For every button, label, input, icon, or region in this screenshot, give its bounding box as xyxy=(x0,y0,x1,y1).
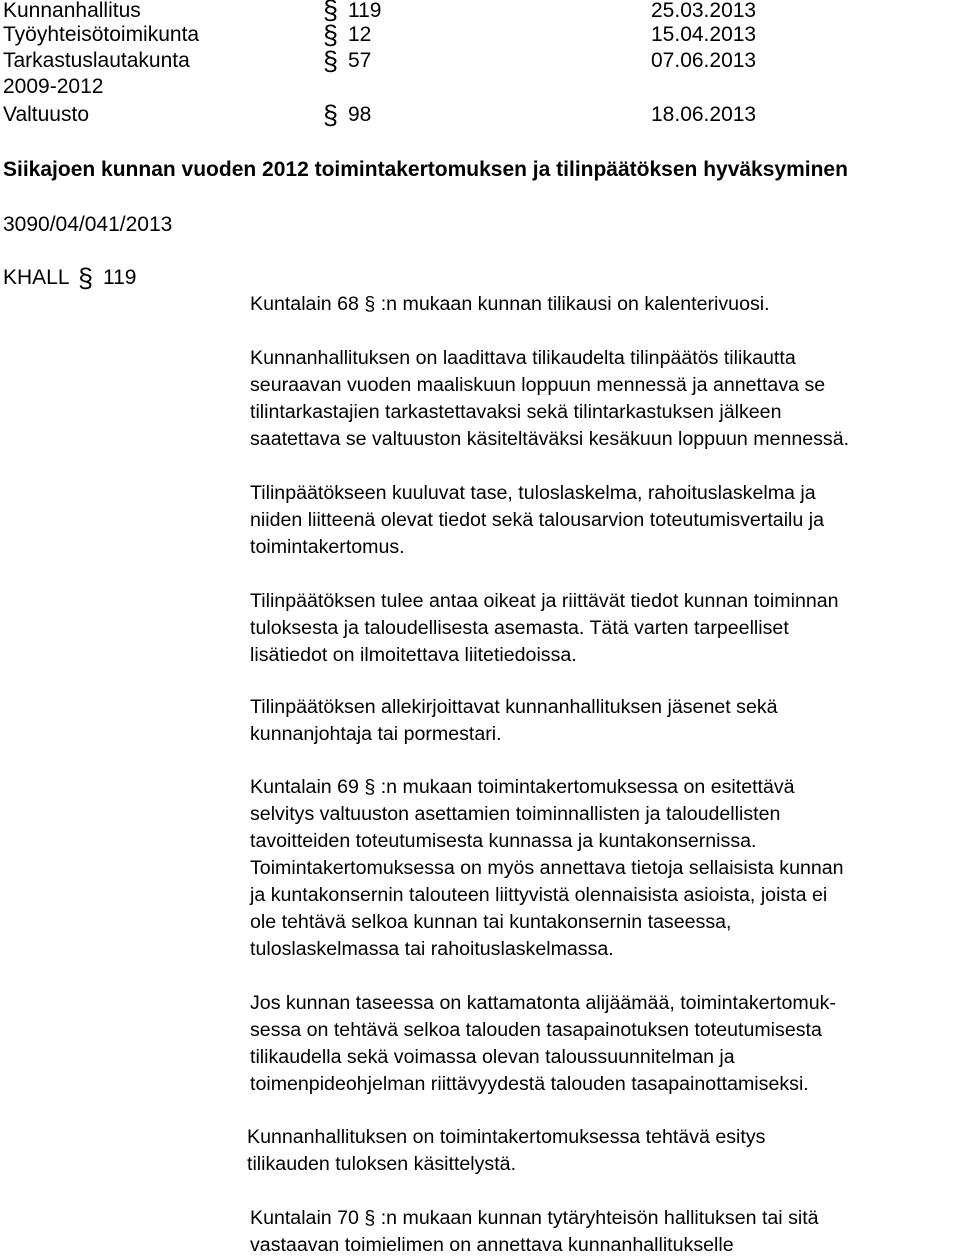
paragraph xyxy=(250,694,960,748)
meeting-date: 18.06.2013 xyxy=(651,103,757,126)
section-ref-label: KHALL xyxy=(3,266,70,289)
paragraph-line: selvitys valtuuston asettamien toiminnallisten ja taloudellisten xyxy=(250,803,781,825)
paragraph xyxy=(250,480,960,561)
paragraph-line: Toimintakertomuksessa on myös annettava tietoja sellaisista kunnan xyxy=(250,857,844,879)
section-sign: § xyxy=(323,100,339,130)
paragraph-line: tuloslaskelmassa tai rahoituslaskelmassa. xyxy=(250,938,614,960)
section-sign: § xyxy=(78,263,94,293)
section-number: 98 xyxy=(348,103,372,126)
paragraph-line: Jos kunnan taseessa on kattamatonta alijäämää, toimintakertomuk- xyxy=(250,992,836,1014)
paragraph-line: ja kuntakonsernin talouteen liittyvistä olennaisista asioista, joista ei xyxy=(250,884,828,906)
meeting-body: Tarkastuslautakunta xyxy=(3,49,190,72)
record-number: 3090/04/041/2013 xyxy=(3,213,173,236)
section-sign: § xyxy=(323,46,339,76)
paragraph-line: Kunnanhallituksen on toimintakertomuksessa tehtävä esitys xyxy=(247,1126,766,1148)
paragraph-line: lisätiedot on ilmoitettava liitetiedoissa. xyxy=(250,644,577,666)
meeting-body: Työyhteisötoimikunta xyxy=(3,23,200,46)
paragraph-line: Kuntalain 69 § :n mukaan toimintakertomuksessa on esitettävä xyxy=(250,776,795,798)
paragraph xyxy=(250,588,960,669)
paragraph xyxy=(250,990,960,1098)
meeting-body: Kunnanhallitus xyxy=(3,0,141,22)
paragraph-line: sessa on tehtävä selkoa talouden tasapainotuksen toteutumisesta xyxy=(250,1019,822,1041)
document-title: Siikajoen kunnan vuoden 2012 toimintakertomuksen ja tilinpäätöksen hyväksyminen xyxy=(3,158,848,181)
section-ref-number: 119 xyxy=(103,266,137,289)
paragraph-line: Kuntalain 68 § :n mukaan kunnan tilikausi on kalenterivuosi. xyxy=(250,293,770,315)
section-number: 57 xyxy=(348,49,372,72)
paragraph-line: kunnanjohtaja tai pormestari. xyxy=(250,723,502,745)
paragraph-line: tilikauden tuloksen käsittelystä. xyxy=(247,1153,517,1175)
paragraph-line: toimintakertomus. xyxy=(250,536,405,558)
section-sign: § xyxy=(323,0,339,25)
paragraph-line: Tilinpäätökseen kuuluvat tase, tuloslaskelma, rahoituslaskelma ja xyxy=(250,482,816,504)
paragraph xyxy=(250,345,960,453)
meeting-date: 15.04.2013 xyxy=(651,23,757,46)
paragraph xyxy=(250,774,960,963)
paragraph-line: Kuntalain 70 § :n mukaan kunnan tytäryhteisön hallituksen tai sitä xyxy=(250,1207,819,1229)
paragraph xyxy=(250,291,960,318)
paragraph-line: ole tehtävä selkoa kunnan tai kuntakonsernin taseessa, xyxy=(250,911,732,933)
paragraph-line: tilintarkastajien tarkastettavaksi sekä tilintarkastuksen jälkeen xyxy=(250,401,782,423)
paragraph-line: toimenpideohjelman riittävyydestä talouden tasapainottamiseksi. xyxy=(250,1073,809,1095)
paragraph-line: seuraavan vuoden maaliskuun loppuun mennessä ja annettava se xyxy=(250,374,826,396)
paragraph-line: tilikaudella sekä voimassa olevan taloussuunnitelman ja xyxy=(250,1046,735,1068)
paragraph-line: Tilinpäätöksen tulee antaa oikeat ja riittävät tiedot kunnan toiminnan xyxy=(250,590,839,612)
meeting-body: Valtuusto xyxy=(3,103,89,126)
section-number: 12 xyxy=(348,23,372,46)
section-number: 119 xyxy=(348,0,382,22)
paragraph-line: niiden liitteenä olevat tiedot sekä talousarvion toteutumisvertailu ja xyxy=(250,509,824,531)
paragraph-line: tuloksesta ja taloudellisesta asemasta. Tätä varten tarpeelliset xyxy=(250,617,789,639)
paragraph-line: Tilinpäätöksen allekirjoittavat kunnanhallituksen jäsenet sekä xyxy=(250,696,778,718)
paragraph-line: vastaavan toimielimen on annettava kunnanhallitukselle xyxy=(250,1234,734,1256)
paragraph xyxy=(247,1124,960,1178)
meeting-date: 07.06.2013 xyxy=(651,49,757,72)
paragraph-line: saatettava se valtuuston käsiteltäväksi kesäkuun loppuun mennessä. xyxy=(250,428,850,450)
meeting-period: 2009-2012 xyxy=(3,75,104,98)
paragraph-line: tavoitteiden toteutumisesta kunnassa ja kuntakonsernissa. xyxy=(250,830,757,852)
paragraph-line: Kunnanhallituksen on laadittava tilikaudelta tilinpäätös tilikautta xyxy=(250,347,796,369)
section-sign: § xyxy=(323,20,339,50)
meeting-date: 25.03.2013 xyxy=(651,0,757,22)
paragraph xyxy=(250,1205,960,1259)
